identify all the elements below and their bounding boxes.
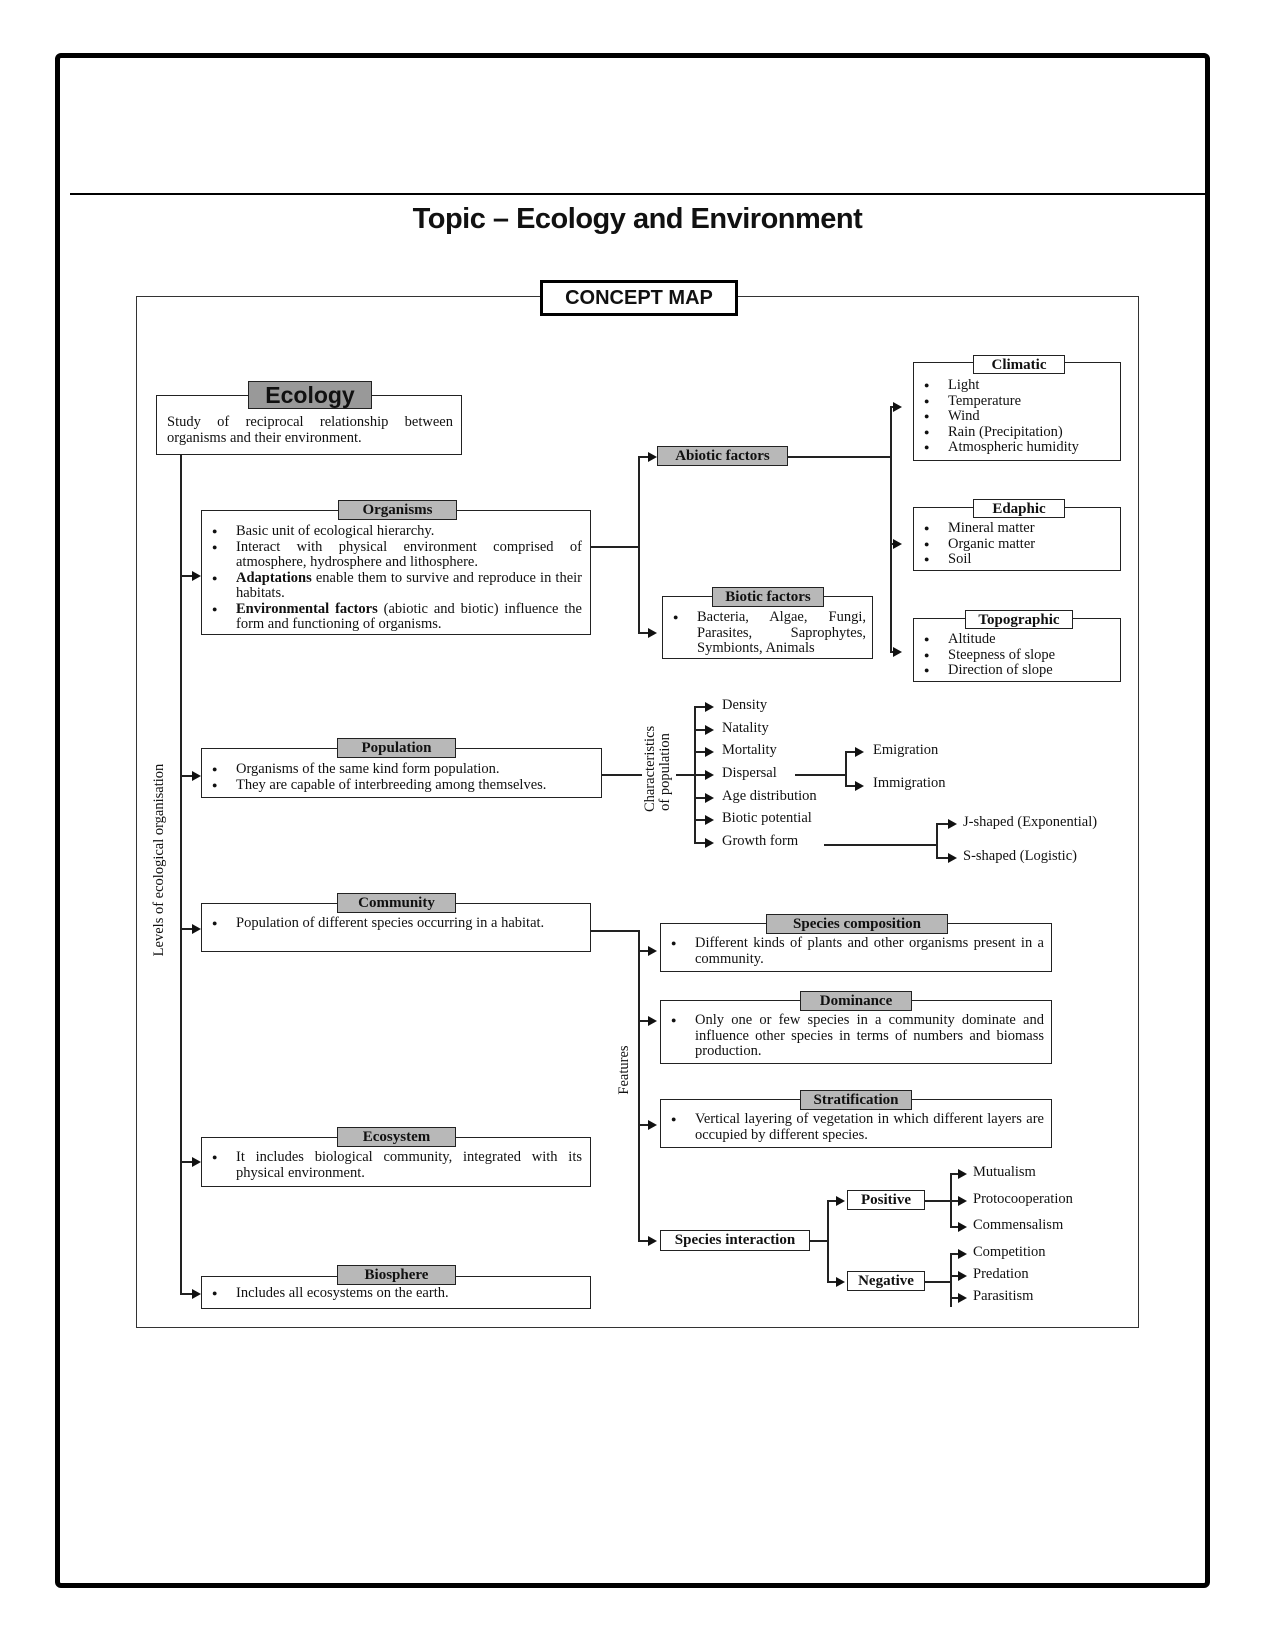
arrow-icon (648, 452, 657, 462)
connector (788, 456, 890, 458)
organisms-item: ● Adaptations enable them to survive and reproduce in their habitats. (202, 571, 582, 602)
climatic-item: ● Light (914, 378, 1116, 394)
arrow-icon (948, 819, 957, 829)
characteristic-item: Biotic potential (722, 810, 812, 826)
connector (638, 456, 640, 632)
connector (591, 546, 638, 548)
positive-interaction-title: Positive (847, 1190, 925, 1210)
connector (638, 950, 648, 952)
arrow-icon (648, 946, 657, 956)
characteristic-item: Dispersal (722, 765, 777, 781)
population-title: Population (337, 738, 456, 758)
dominance-title: Dominance (800, 991, 912, 1011)
ecosystem-title: Ecosystem (337, 1127, 456, 1147)
arrow-icon (705, 793, 714, 803)
connector (890, 406, 892, 651)
arrow-icon (836, 1196, 845, 1206)
connector (827, 1200, 829, 1281)
climatic-item: ● Temperature (914, 394, 1116, 410)
negative-interaction-title: Negative (847, 1271, 925, 1291)
arrow-icon (192, 571, 201, 581)
arrow-icon (705, 770, 714, 780)
topographic-item: ● Altitude (914, 632, 1116, 648)
connector (591, 930, 638, 932)
connector (824, 844, 936, 846)
arrow-icon (893, 539, 902, 549)
connector (936, 823, 938, 857)
climatic-item: ● Wind (914, 409, 1116, 425)
edaphic-title: Edaphic (973, 499, 1065, 518)
negative-item: Predation (973, 1266, 1029, 1282)
dominance-item: ● Only one or few species in a community dominate and influence other species in terms of numbers and biomass production. (661, 1013, 1044, 1060)
topographic-item: ● Direction of slope (914, 663, 1116, 679)
connector (638, 1124, 648, 1126)
features-label: Features (616, 1045, 632, 1095)
population-item: ● Organisms of the same kind form population. (202, 762, 597, 778)
arrow-icon (705, 725, 714, 735)
biotic-item: ● Bacteria, Algae, Fungi, Parasites, Saprophytes, Symbionts, Animals (663, 610, 866, 657)
characteristics-label: Characteristics of population (642, 725, 673, 812)
characteristic-item: Natality (722, 720, 769, 736)
topographic-title: Topographic (965, 610, 1073, 629)
arrow-icon (948, 853, 957, 863)
positive-item: Protocooperation (973, 1191, 1073, 1207)
arrow-icon (836, 1277, 845, 1287)
abiotic-factors-title: Abiotic factors (657, 446, 788, 466)
connector (638, 930, 640, 1240)
connector (795, 774, 845, 776)
characteristic-item: Density (722, 697, 768, 713)
arrow-icon (855, 747, 864, 757)
positive-item: Commensalism (973, 1217, 1064, 1233)
arrow-icon (192, 924, 201, 934)
arrow-icon (958, 1293, 967, 1303)
connector (638, 1240, 648, 1242)
arrow-icon (648, 1120, 657, 1130)
organisms-item: ● Environmental factors (abiotic and biotic) influence the form and functioning of organisms. (202, 602, 582, 633)
arrow-icon (705, 838, 714, 848)
connector (950, 1253, 952, 1307)
organisms-item: ● Interact with physical environment comprised of atmosphere, hydrosphere and lithosphere. (202, 540, 582, 571)
edaphic-item: ● Mineral matter (914, 521, 1116, 537)
organisms-item: ● Basic unit of ecological hierarchy. (202, 524, 582, 540)
arrow-icon (705, 815, 714, 825)
characteristic-item: Age distribution (722, 788, 817, 804)
connector (180, 575, 192, 577)
species-composition-item: ● Different kinds of plants and other organisms present in a community. (661, 936, 1044, 967)
arrow-icon (192, 1157, 201, 1167)
characteristic-item: Mortality (722, 742, 777, 758)
connector (180, 1293, 192, 1295)
arrow-icon (648, 1016, 657, 1026)
arrow-icon (705, 747, 714, 757)
ecosystem-item: ● It includes biological community, integrated with its physical environment. (202, 1150, 582, 1181)
connector (180, 775, 192, 777)
climatic-box (913, 362, 1121, 461)
arrow-icon (893, 402, 902, 412)
connector (180, 1161, 192, 1163)
edaphic-item: ● Organic matter (914, 537, 1116, 553)
biotic-factors-title: Biotic factors (712, 587, 824, 607)
arrow-icon (705, 702, 714, 712)
species-interaction-title: Species interaction (660, 1230, 810, 1251)
arrow-icon (192, 771, 201, 781)
stratification-title: Stratification (800, 1090, 912, 1110)
dispersal-emigration: Emigration (873, 742, 939, 758)
arrow-icon (958, 1222, 967, 1232)
concept-map-title: CONCEPT MAP (540, 280, 738, 316)
arrow-icon (958, 1271, 967, 1281)
climatic-item: ● Rain (Precipitation) (914, 425, 1116, 441)
negative-item: Competition (973, 1244, 1046, 1260)
arrow-icon (648, 1236, 657, 1246)
characteristic-item: Growth form (722, 833, 799, 849)
stratification-item: ● Vertical layering of vegetation in which different layers are occupied by different species. (661, 1112, 1044, 1143)
dispersal-immigration: Immigration (873, 775, 946, 791)
biosphere-title: Biosphere (337, 1265, 456, 1285)
climatic-item: ● Atmospheric humidity (914, 440, 1116, 456)
organisms-box (201, 510, 591, 635)
organisms-title: Organisms (338, 500, 457, 520)
growth-form-j: J-shaped (Exponential) (963, 814, 1098, 830)
growth-form-s: S-shaped (Logistic) (963, 848, 1077, 864)
connector (925, 1281, 950, 1283)
connector (638, 1020, 648, 1022)
ecology-title: Ecology (248, 381, 372, 409)
population-item: ● They are capable of interbreeding among themselves. (202, 778, 597, 794)
arrow-icon (893, 647, 902, 657)
connector (180, 928, 192, 930)
arrow-icon (958, 1196, 967, 1206)
connector (602, 774, 642, 776)
connector (925, 1200, 950, 1202)
community-title: Community (337, 893, 456, 913)
community-item: ● Population of different species occurring in a habitat. (202, 916, 582, 932)
levels-label: Levels of ecological organisation (151, 763, 167, 957)
arrow-icon (648, 628, 657, 638)
edaphic-item: ● Soil (914, 552, 1116, 568)
topic-title: Topic – Ecology and Environment (412, 203, 863, 235)
positive-item: Mutualism (973, 1164, 1036, 1180)
connector (638, 456, 648, 458)
species-composition-title: Species composition (766, 914, 948, 934)
arrow-icon (855, 781, 864, 791)
arrow-icon (958, 1169, 967, 1179)
ecology-definition: Study of reciprocal relationship between organisms and their environment. (167, 414, 453, 446)
connector (676, 774, 694, 776)
negative-item: Parasitism (973, 1288, 1034, 1304)
spine-line (180, 455, 182, 1293)
arrow-icon (958, 1249, 967, 1259)
arrow-icon (192, 1289, 201, 1299)
connector (810, 1240, 827, 1242)
header-rule (70, 193, 1205, 195)
connector (845, 751, 847, 785)
topographic-item: ● Steepness of slope (914, 648, 1116, 664)
connector (638, 632, 648, 634)
climatic-title: Climatic (973, 355, 1065, 374)
biosphere-item: ● Includes all ecosystems on the earth. (202, 1286, 582, 1302)
